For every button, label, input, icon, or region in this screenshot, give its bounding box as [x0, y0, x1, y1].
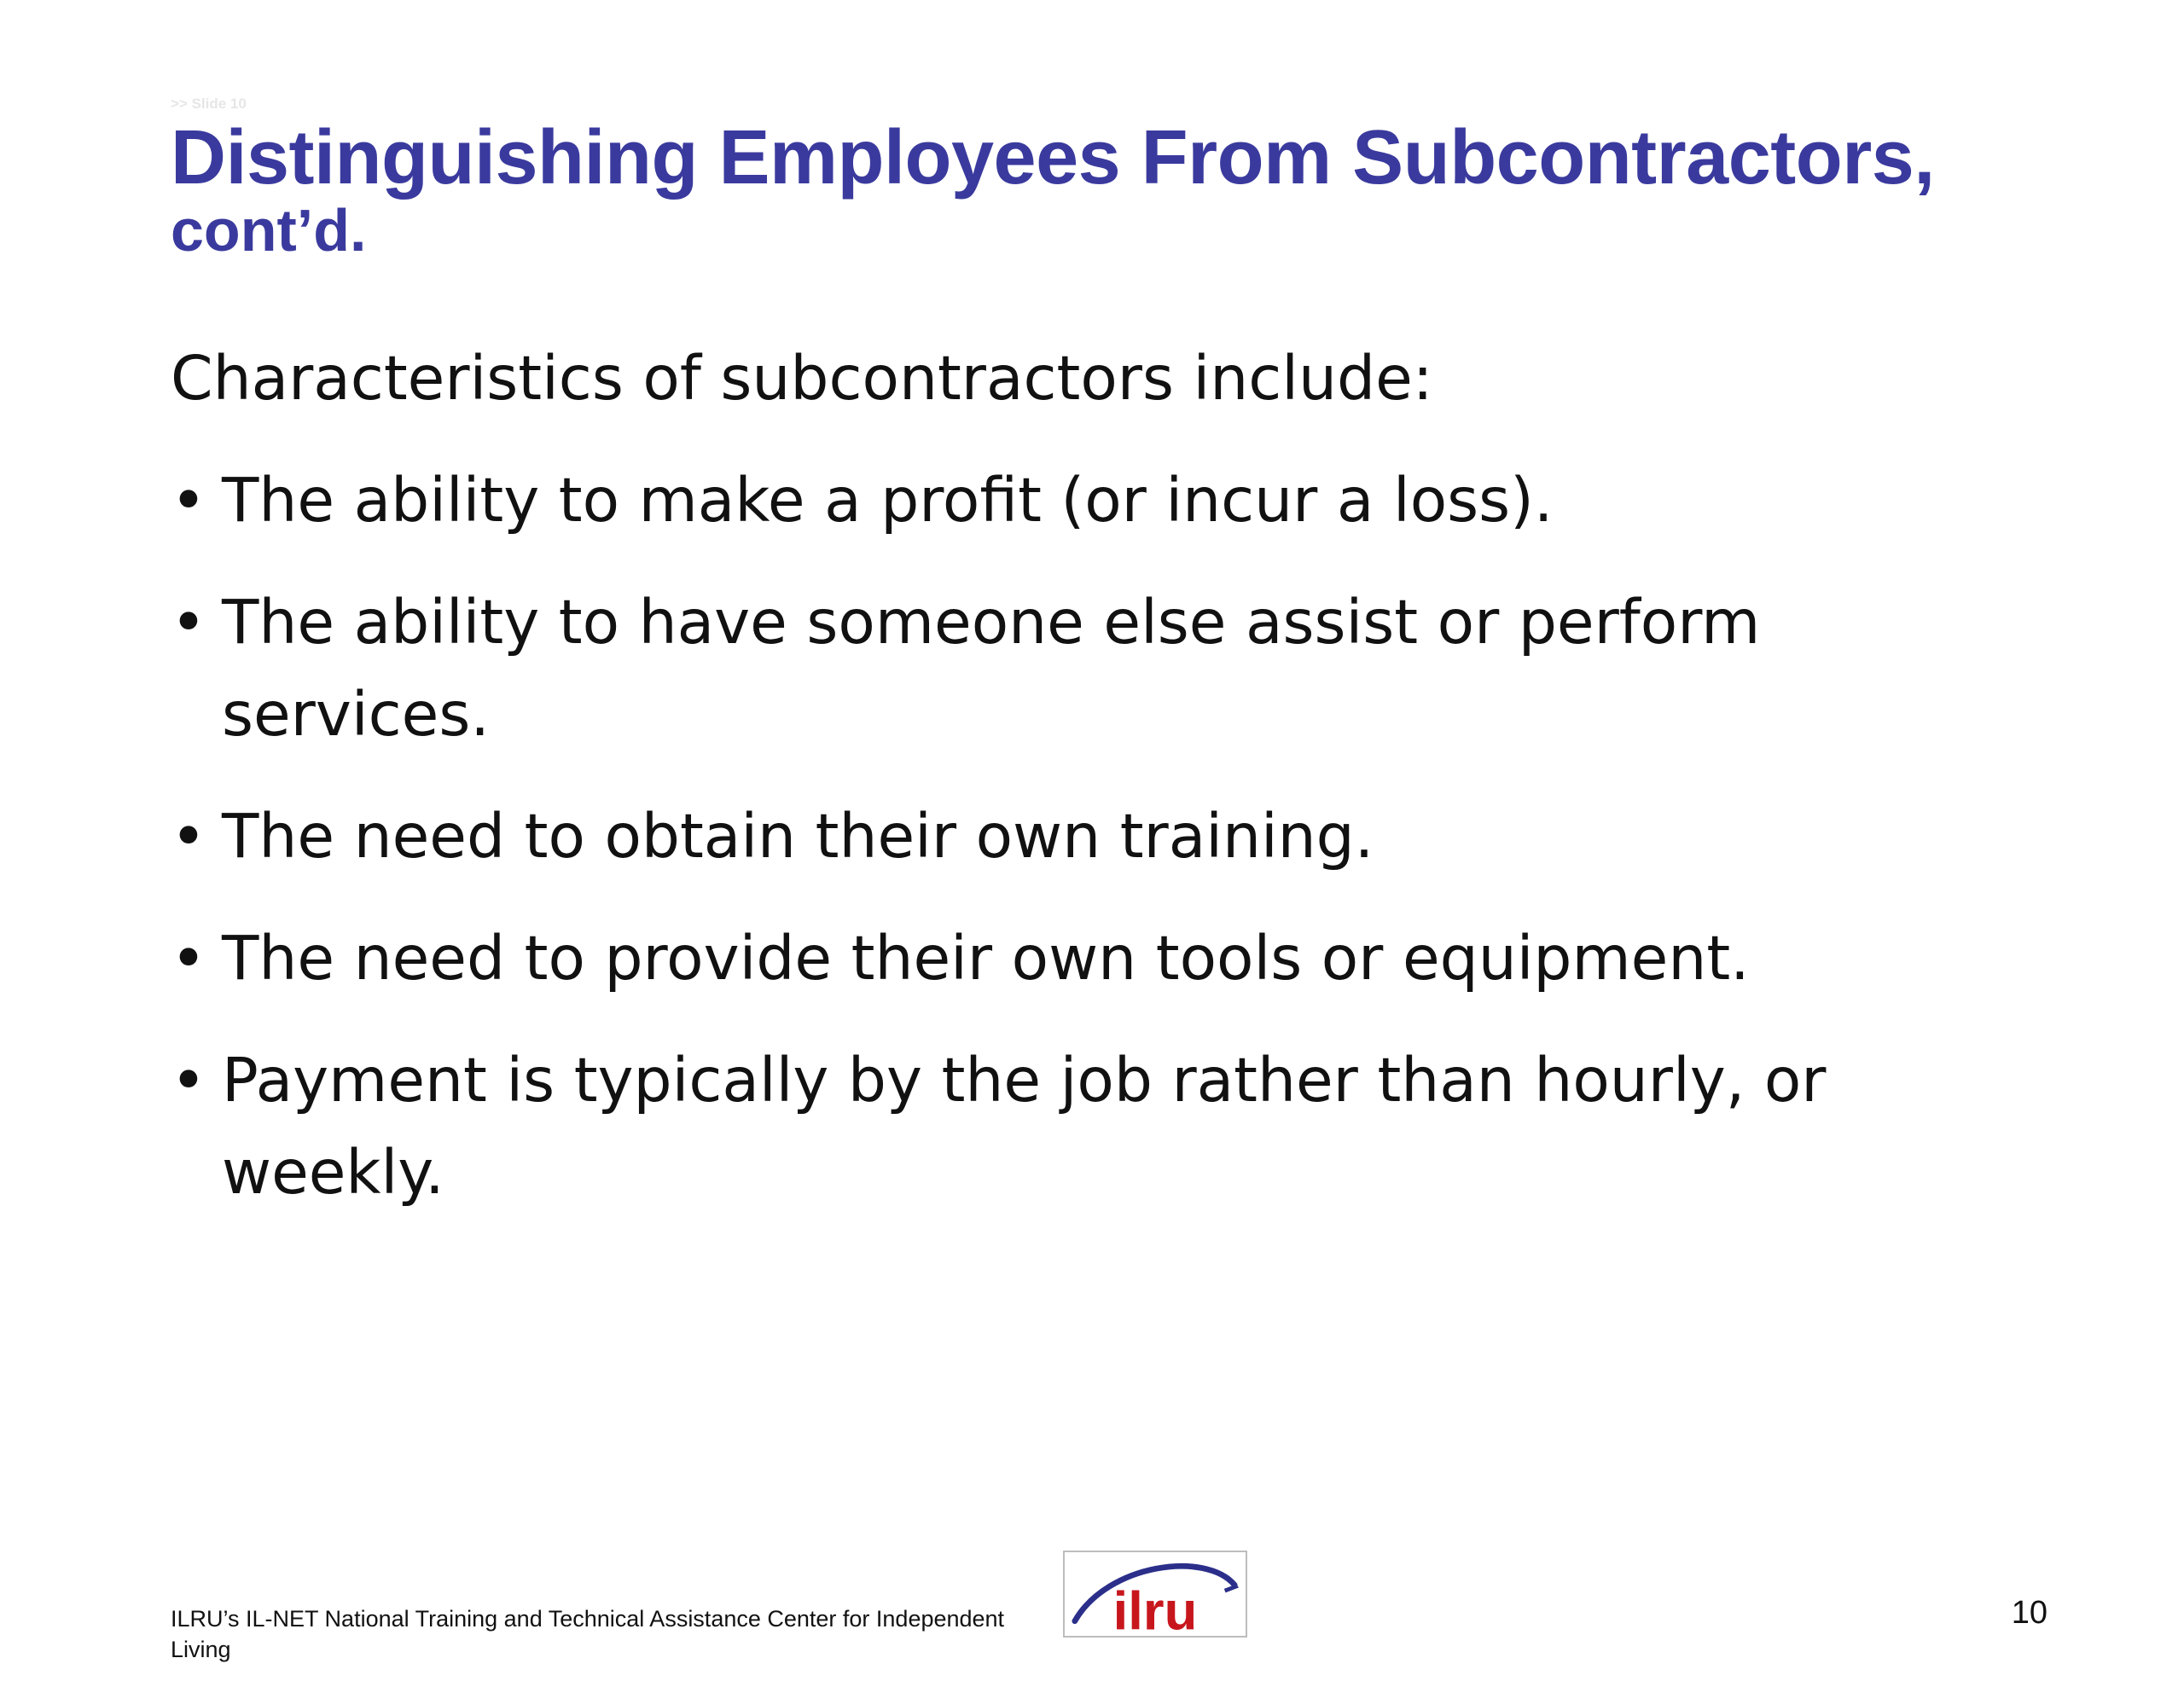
bullet-text: The need to obtain their own training. — [222, 801, 1374, 872]
bullet-item — [171, 577, 2005, 761]
intro-text: Characteristics of subcontractors include: — [171, 343, 1433, 414]
slide-title: Distinguishing Employees From Subcontractors, — [171, 115, 1935, 200]
page-number: 10 — [2011, 1595, 2048, 1631]
bullet-text: The ability to have someone else assist or perform services. — [222, 587, 1761, 750]
slide-number-label: >> Slide 10 — [171, 96, 247, 112]
bullet-dot: • — [171, 587, 206, 658]
slide-body — [171, 333, 2005, 1249]
bullet-dot: • — [171, 465, 206, 536]
bullet-list — [171, 455, 2005, 1219]
bullet-item — [171, 1035, 2005, 1219]
bullet-dot: • — [171, 1045, 206, 1116]
bullet-text: The ability to make a profit (or incur a loss). — [222, 465, 1554, 536]
bullet-item — [171, 455, 2005, 547]
ilru-logo — [1063, 1551, 1247, 1638]
bullet-dot: • — [171, 923, 206, 994]
bullet-dot: • — [171, 801, 206, 872]
slide-title-continued: cont’d. — [171, 197, 367, 264]
bullet-item — [171, 791, 2005, 883]
bullet-item — [171, 913, 2005, 1005]
bullet-text: Payment is typically by the job rather than hourly, or weekly. — [222, 1045, 1827, 1208]
bullet-text: The need to provide their own tools or equipment. — [222, 923, 1750, 994]
footer-organization: ILRU’s IL-NET National Training and Technical Assistance Center for Independent Living — [171, 1606, 1005, 1662]
logo-text: ilru — [1112, 1581, 1198, 1636]
